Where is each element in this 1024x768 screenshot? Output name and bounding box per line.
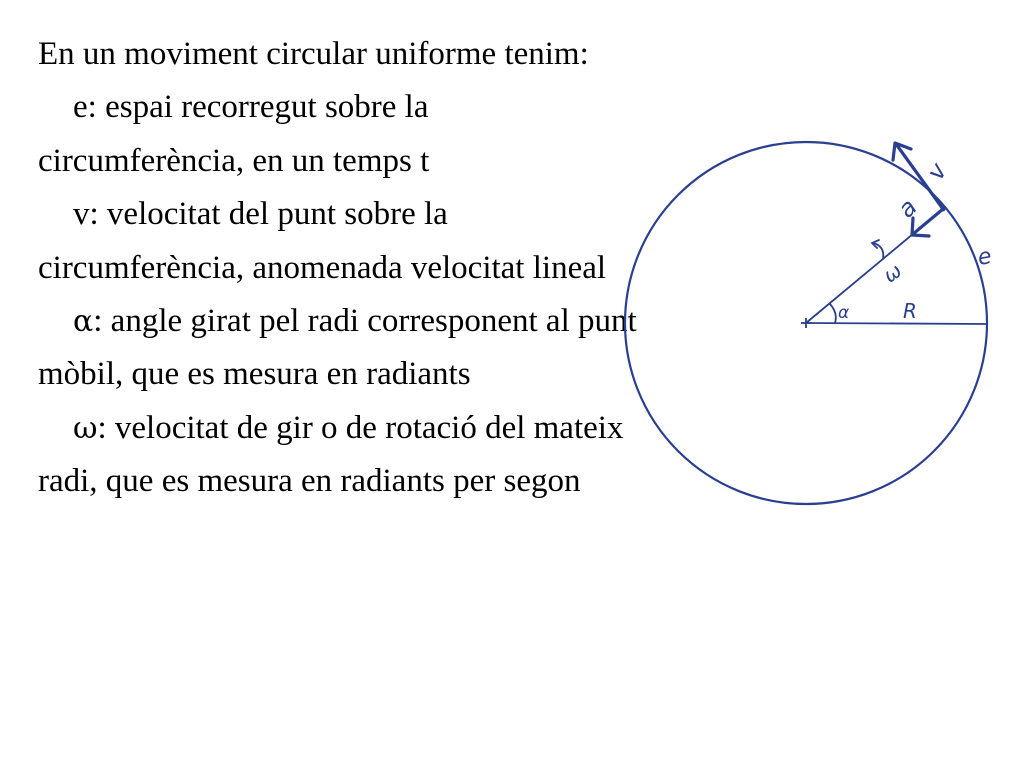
item-symbol-e: e xyxy=(73,89,88,126)
radius-line xyxy=(806,323,987,324)
angle-arc xyxy=(830,304,836,323)
velocity-label: v xyxy=(921,158,953,185)
item-symbol-omega: ω xyxy=(73,410,98,446)
circular-motion-diagram xyxy=(600,120,1024,520)
radius-label: R xyxy=(903,299,917,323)
moving-point xyxy=(941,207,946,212)
angle-label: α xyxy=(838,303,850,323)
item-symbol-alpha: α xyxy=(73,304,94,340)
item-symbol-v: v xyxy=(73,196,90,233)
intro-text: En un moviment circular uniforme tenim: xyxy=(38,36,589,72)
angular-velocity-arrow xyxy=(872,240,883,259)
item-description-e: : espai recorregut sobre la circumferència, en un temps t xyxy=(38,89,430,179)
angular-velocity-label: ω xyxy=(878,258,907,288)
description-text xyxy=(38,28,638,509)
item-angular-velocity xyxy=(38,402,638,509)
item-angle xyxy=(38,295,638,402)
acceleration-label: a xyxy=(892,193,923,224)
item-description-v: : velocitat del punt sobre la circumferència, anomenada velocitat lineal xyxy=(38,196,607,286)
item-arc-length xyxy=(38,81,638,188)
item-linear-velocity xyxy=(38,188,638,295)
arc-label: e xyxy=(975,243,994,271)
item-description-omega: : velocitat de gir o de rotació del mateix radi, que es mesura en radiants per segon xyxy=(38,409,624,500)
item-description-alpha: : angle girat pel radi corresponent al punt mòbil, que es mesura en radiants xyxy=(38,303,637,393)
